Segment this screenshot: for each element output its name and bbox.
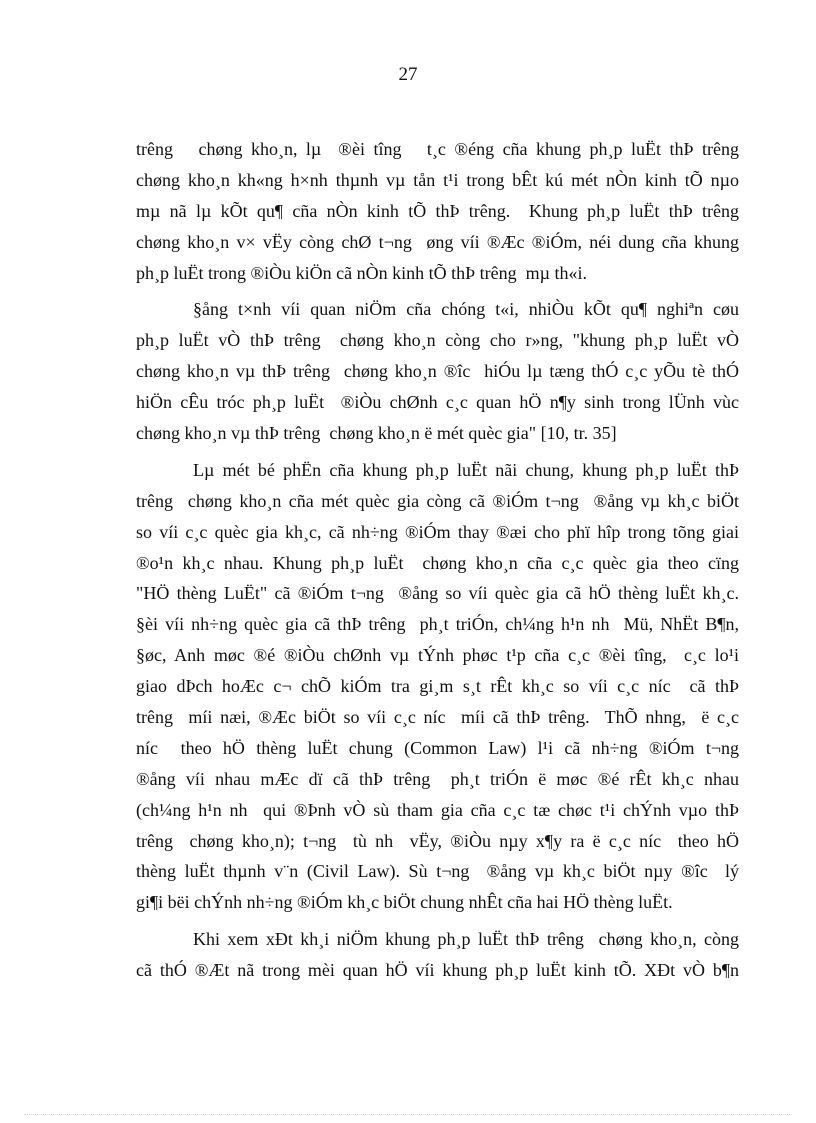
text-line: ph¸p luËt trong ®iÒu kiÖn cã nÒn kinh tÕ thÞ trêng mµ th«i. [136,262,588,283]
text-line: chøng kho¸n vµ thÞ trêng chøng kho¸n ë mét quèc gia" [10, tr. 35] [136,423,617,444]
text-line: Khi xem xÐt kh¸i niÖm khung ph¸p luËt thÞ trêng chøng kho¸n, còng [193,929,739,950]
paragraph-4 [136,924,739,986]
text-line: ®o¹n kh¸c nhau. Khung ph¸p luËt chøng kho¸n cña c¸c quèc gia theo cïng [136,552,739,573]
text-line: chøng kho¸n v× vËy còng chØ t¬ng øng víi ®Æc ®iÓm, néi dung cña khung [136,231,739,252]
text-line: trêng chøng kho¸n cña mét quèc gia còng cã ®iÓm t¬ng ®ång vµ kh¸c biÖt [136,490,739,511]
text-line: (ch¼ng h¹n nh qui ®Þnh vÒ sù tham gia cña c¸c tæ chøc t¹i chÝnh vµo thÞ [136,799,739,820]
text-line: chøng kho¸n vµ thÞ trêng chøng kho¸n ®îc hiÓu lµ tæng thÓ c¸c yÕu tè thÓ [136,361,739,382]
text-line: thèng luËt thµnh v¨n (Civil Law). Sù t¬ng ®ång vµ kh¸c biÖt nµy ®îc lý [136,861,739,882]
page-bottom-divider [24,1114,792,1115]
text-line: níc theo hÖ thèng luËt chung (Common Law) l¹i cã nh÷ng ®iÓm t¬ng [136,737,739,758]
text-line: chøng kho¸n kh«ng h×nh thµnh vµ tån t¹i trong bÊt kú mét nÒn kinh tÕ nµo [136,169,739,190]
text-line: "HÖ thèng LuËt" cã ®iÓm t¬ng ®ång so víi quèc gia cã hÖ thèng luËt kh¸c. [136,583,739,604]
paragraph-1 [136,134,739,288]
text-line: Lµ mét bé phËn cña khung ph¸p luËt nãi chung, khung ph¸p luËt thÞ [193,459,739,480]
text-line: mµ nã lµ kÕt qu¶ cña nÒn kinh tÕ thÞ trêng. Khung ph¸p luËt thÞ trêng [136,200,739,221]
text-line: gi¶i bëi chÝnh nh÷ng ®iÓm kh¸c biÖt chung nhÊt cña hai HÖ thèng luËt. [136,892,673,913]
text-line: §øc, Anh møc ®é ®iÒu chØnh vµ tÝnh phøc t¹p cña c¸c ®èi tîng, c¸c lo¹i [136,645,739,666]
text-line: trêng chøng kho¸n); t¬ng tù nh vËy, ®iÒu nµy x¶y ra ë c¸c níc theo hÖ [136,830,739,851]
text-line: ®ång víi nhau mÆc dï cã thÞ trêng ph¸t triÓn ë møc ®é rÊt kh¸c nhau [136,768,739,789]
text-line: ph¸p luËt vÒ thÞ trêng chøng kho¸n còng cho r»ng, "khung ph¸p luËt vÒ [136,330,739,351]
text-line: giao dÞch hoÆc c¬ chÕ kiÓm tra gi¸m s¸t rÊt kh¸c so víi c¸c níc cã thÞ [136,676,739,697]
paragraph-2 [136,294,739,448]
text-line: cã thÓ ®Æt nã trong mèi quan hÖ víi khung ph¸p luËt kinh tÕ. XÐt vÒ b¶n [136,960,739,981]
paragraph-3 [136,455,739,918]
text-line: §ång t×nh víi quan niÖm cña chóng t«i, nhiÒu kÕt qu¶ nghiªn cøu [193,299,739,320]
text-line: §èi víi nh÷ng quèc gia cã thÞ trêng ph¸t triÓn, ch¼ng h¹n nh Mü, NhËt B¶n, [136,614,739,635]
text-line: hiÖn cÊu tróc ph¸p luËt ®iÒu chØnh c¸c quan hÖ n¶y sinh trong lÜnh vùc [136,392,739,413]
page-number: 27 [398,64,418,85]
text-line: trêng míi næi, ®Æc biÖt so víi c¸c níc míi cã thÞ trêng. ThÕ nhng, ë c¸c [136,707,739,728]
text-line: trêng chøng kho¸n, lµ ®èi tîng t¸c ®éng cña khung ph¸p luËt thÞ trêng [136,139,739,159]
text-line: so víi c¸c quèc gia kh¸c, cã nh÷ng ®iÓm thay ®æi cho phï hîp trong tõng giai [136,521,739,542]
document-body [136,134,739,992]
